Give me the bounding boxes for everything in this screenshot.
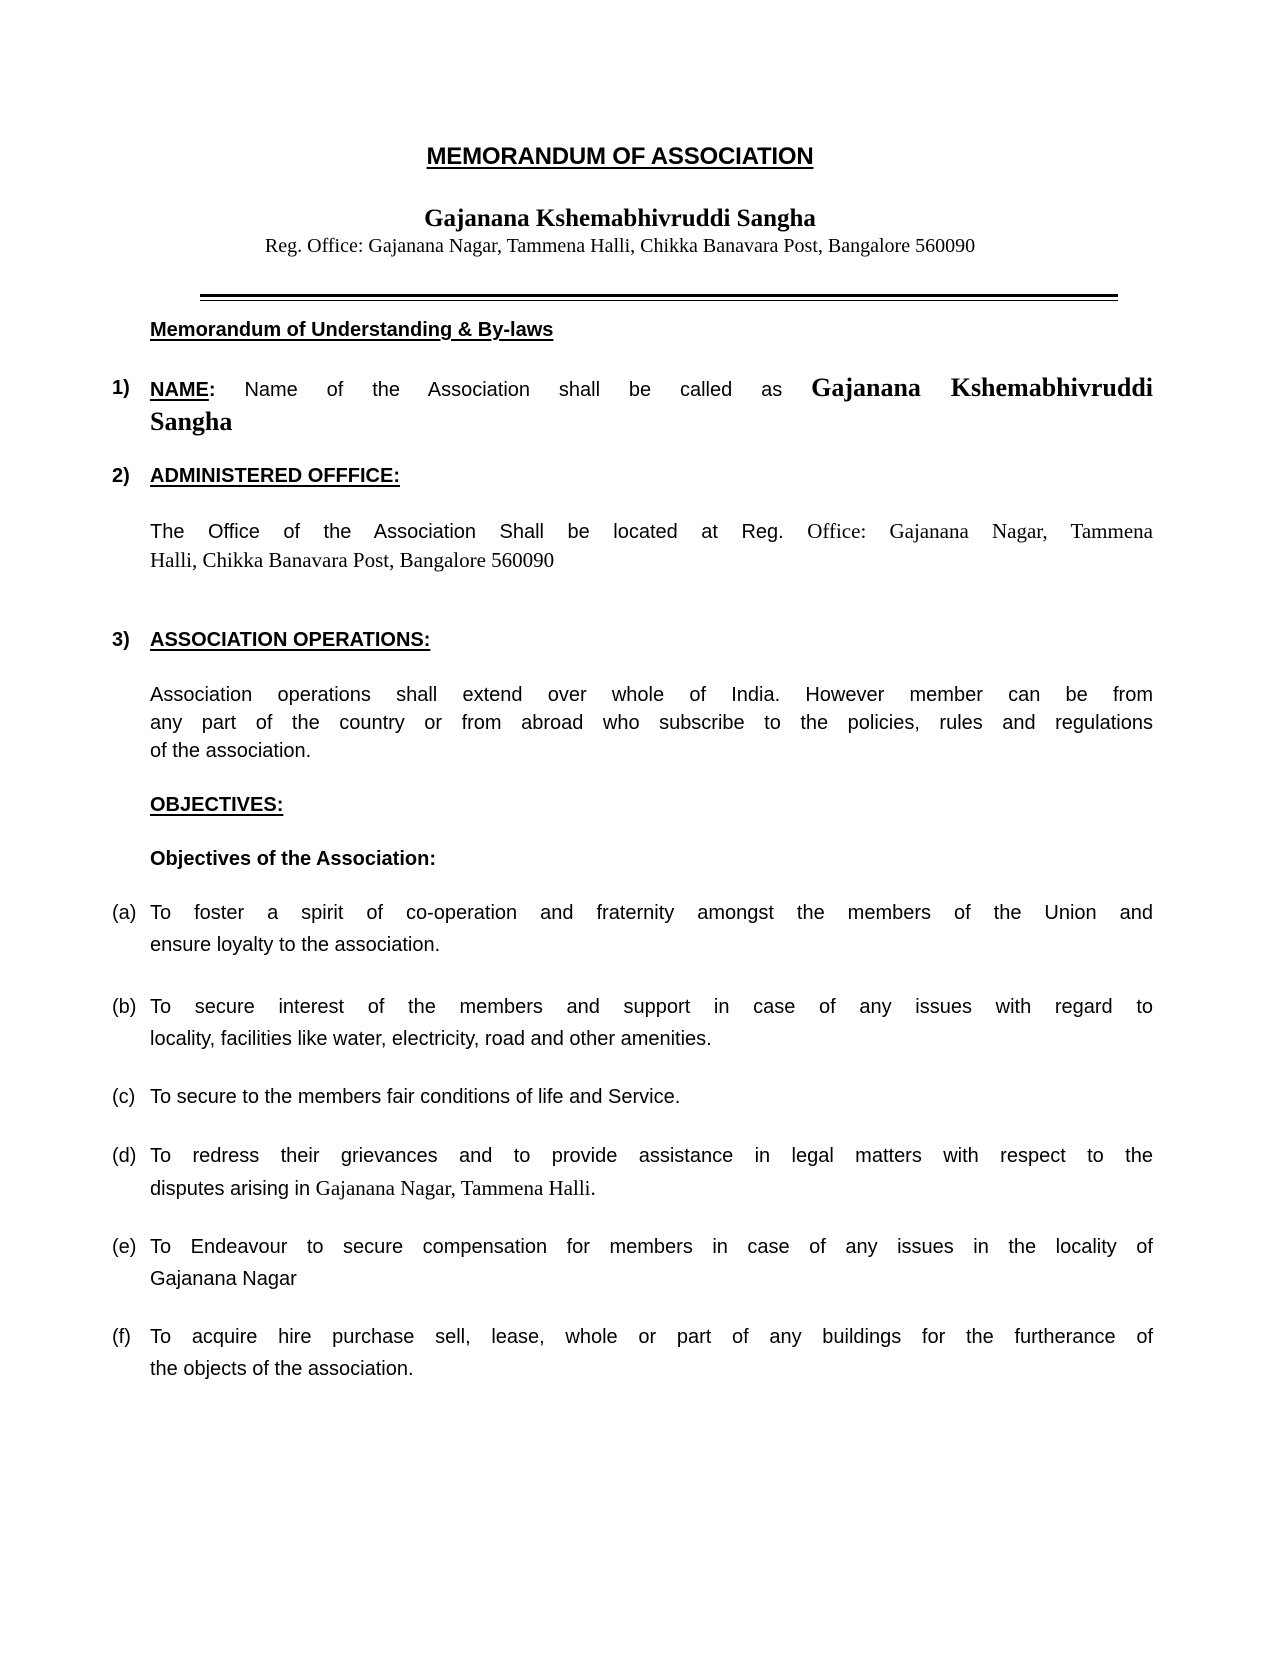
- objectives-heading: OBJECTIVES:: [150, 794, 284, 816]
- objective-label: (c): [112, 1086, 136, 1108]
- section-operations-text: Association operations shall extend over whole of India. However member can be from any part of the country or from abroad who subscribe to the policies, rules and regulations of the association.: [150, 684, 1153, 762]
- objective-label: (e): [112, 1236, 137, 1258]
- section-heading: ASSOCIATION OPERATIONS:: [150, 629, 431, 651]
- association-name-emphasis: Gajanana Kshemabhivruddi: [811, 373, 1154, 402]
- section-heading: NAME: [150, 379, 209, 401]
- organization-name: Gajanana Kshemabhivruddi Sangha: [424, 205, 816, 232]
- organization-address: Reg. Office: Gajanana Nagar, Tammena Halli, Chikka Banavara Post, Bangalore 560090: [264, 235, 976, 257]
- objective-item: To foster a spirit of co-operation and fraternity amongst the members of the Union and ensure loyalty to the association.: [150, 902, 1153, 956]
- objective-label: (b): [112, 996, 137, 1018]
- section-number: 2): [112, 465, 130, 487]
- objective-item: To redress their grievances and to provide assistance in legal matters with respect to the disputes arising in Gajanana Nagar, Tammena Halli.: [150, 1145, 1153, 1200]
- objective-label: (d): [112, 1145, 137, 1167]
- objective-label: (a): [112, 902, 137, 924]
- association-name-emphasis-continued: Sangha: [150, 407, 233, 436]
- objective-item: To secure interest of the members and support in case of any issues with regard to locality, facilities like water, electricity, road and other amenities.: [150, 996, 1153, 1050]
- header-divider: [200, 294, 1118, 301]
- objective-label: (f): [112, 1326, 131, 1348]
- objective-item: To Endeavour to secure compensation for members in case of any issues in the locality of Gajanana Nagar: [150, 1236, 1153, 1290]
- section-number: 1): [112, 377, 130, 399]
- objective-item: To acquire hire purchase sell, lease, whole or part of any buildings for the furtherance of the objects of the association.: [150, 1326, 1153, 1380]
- document-title: MEMORANDUM OF ASSOCIATION: [426, 143, 814, 170]
- section-text: Name of the Association shall be called as: [244, 379, 783, 401]
- section-name: [150, 372, 1153, 437]
- section-administered-office: [150, 462, 1153, 491]
- section-heading: ADMINISTERED OFFFICE:: [150, 465, 400, 487]
- objective-item: To secure to the members fair conditions of life and Service.: [150, 1086, 681, 1108]
- section-name-line1: NAME: Name of the Association shall be called as Gajanana Kshemabhivruddi: [150, 373, 1154, 402]
- section-office-text: The Office of the Association Shall be located at Reg. Office: Gajanana Nagar, Tammena Halli, Chikka Banavara Post, Bangalore 560090: [150, 519, 1153, 572]
- section-number: 3): [112, 629, 130, 651]
- objectives-subheading: Objectives of the Association:: [150, 848, 436, 870]
- section-association-operations: [150, 626, 1153, 655]
- document-subheading: Memorandum of Understanding & By-laws: [150, 319, 554, 341]
